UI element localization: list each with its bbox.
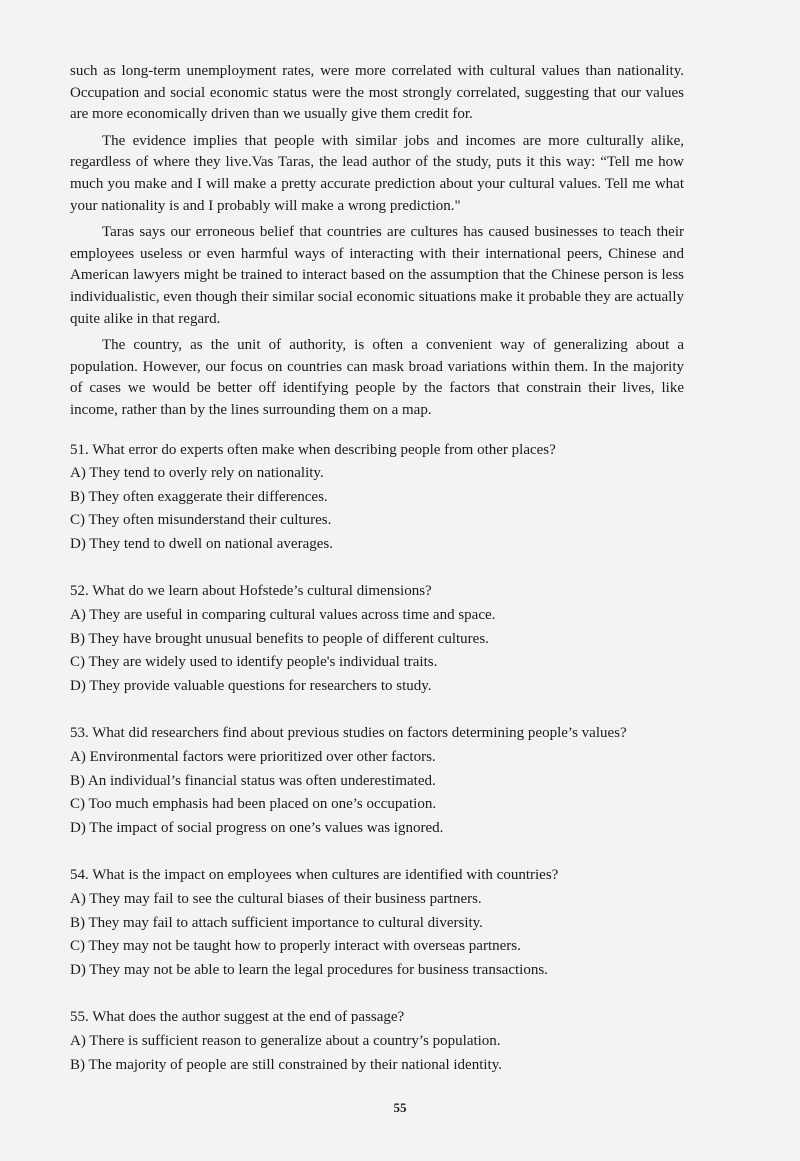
reading-passage <box>70 61 684 422</box>
document-page <box>70 61 684 1102</box>
option-c: C) Too much emphasis had been placed on one’s occupation. <box>70 796 437 813</box>
question-51 <box>70 440 684 556</box>
option-b: B) The majority of people are still constrained by their national identity. <box>70 1056 502 1073</box>
option-c: C) They are widely used to identify people's individual traits. <box>70 654 438 671</box>
option-b: B) They may fail to attach sufficient importance to cultural diversity. <box>70 914 483 931</box>
question-54 <box>70 865 684 981</box>
option-a: A) Environmental factors were prioritized over other factors. <box>70 749 436 766</box>
option-c: C) They often misunderstand their cultures. <box>70 512 332 529</box>
question-52 <box>70 581 684 697</box>
passage-paragraph-1: such as long-term unemployment rates, were more correlated with cultural values than nationality. Occupation and social economic status were the most strongly correlated, suggesting that our values are more economically driven than we usually give them credit for. <box>70 63 684 123</box>
page-number: 55 <box>393 1100 407 1115</box>
question-stem: 52. What do we learn about Hofstede’s cultural dimensions? <box>70 583 432 600</box>
question-53 <box>70 723 684 839</box>
question-stem: 51. What error do experts often make when describing people from other places? <box>70 441 556 458</box>
question-stem: 53. What did researchers find about previous studies on factors determining people’s values? <box>70 725 627 742</box>
option-b: B) They often exaggerate their differences. <box>70 488 328 505</box>
option-b: B) An individual’s financial status was often underestimated. <box>70 772 436 789</box>
option-b: B) They have brought unusual benefits to people of different cultures. <box>70 630 489 647</box>
question-list <box>70 440 684 1077</box>
option-a: A) They tend to overly rely on nationality. <box>70 465 324 482</box>
passage-paragraph-4: The country, as the unit of authority, is often a convenient way of generalizing about a population. However, our focus on countries can mask broad variations within them. In the majority of cases we would be better off identifying people by the factors that constrain their lives, like income, rather than by the lines surrounding them on a map. <box>70 337 684 418</box>
question-stem: 54. What is the impact on employees when cultures are identified with countries? <box>70 867 559 884</box>
option-d: D) They tend to dwell on national averages. <box>70 535 333 552</box>
option-d: D) They may not be able to learn the legal procedures for business transactions. <box>70 961 548 978</box>
question-stem: 55. What does the author suggest at the end of passage? <box>70 1009 405 1026</box>
passage-paragraph-3: Taras says our erroneous belief that countries are cultures has caused businesses to teach their employees useless or even harmful ways of interacting with their international peers, Chinese and American lawyers might be trained to interact based on the assumption that the Chinese person is less individualistic, even though their similar social economic situations make it probable they are actually quite alike in that regard. <box>70 224 684 327</box>
option-d: D) The impact of social progress on one’s values was ignored. <box>70 819 444 836</box>
option-c: C) They may not be taught how to properly interact with overseas partners. <box>70 938 521 955</box>
passage-paragraph-2: The evidence implies that people with similar jobs and incomes are more culturally alike, regardless of where they live.Vas Taras, the lead author of the study, puts it this way: “Tell me how much you make and I will make a pretty accurate prediction about your cultural values. Tell me what your nationality is and I probably will make a wrong prediction." <box>70 132 684 214</box>
option-a: A) They may fail to see the cultural biases of their business partners. <box>70 891 482 907</box>
option-a: A) There is sufficient reason to generalize about a country’s population. <box>70 1032 501 1049</box>
option-d: D) They provide valuable questions for researchers to study. <box>70 677 432 694</box>
option-a: A) They are useful in comparing cultural values across time and space. <box>70 607 496 624</box>
question-55 <box>70 1007 684 1076</box>
